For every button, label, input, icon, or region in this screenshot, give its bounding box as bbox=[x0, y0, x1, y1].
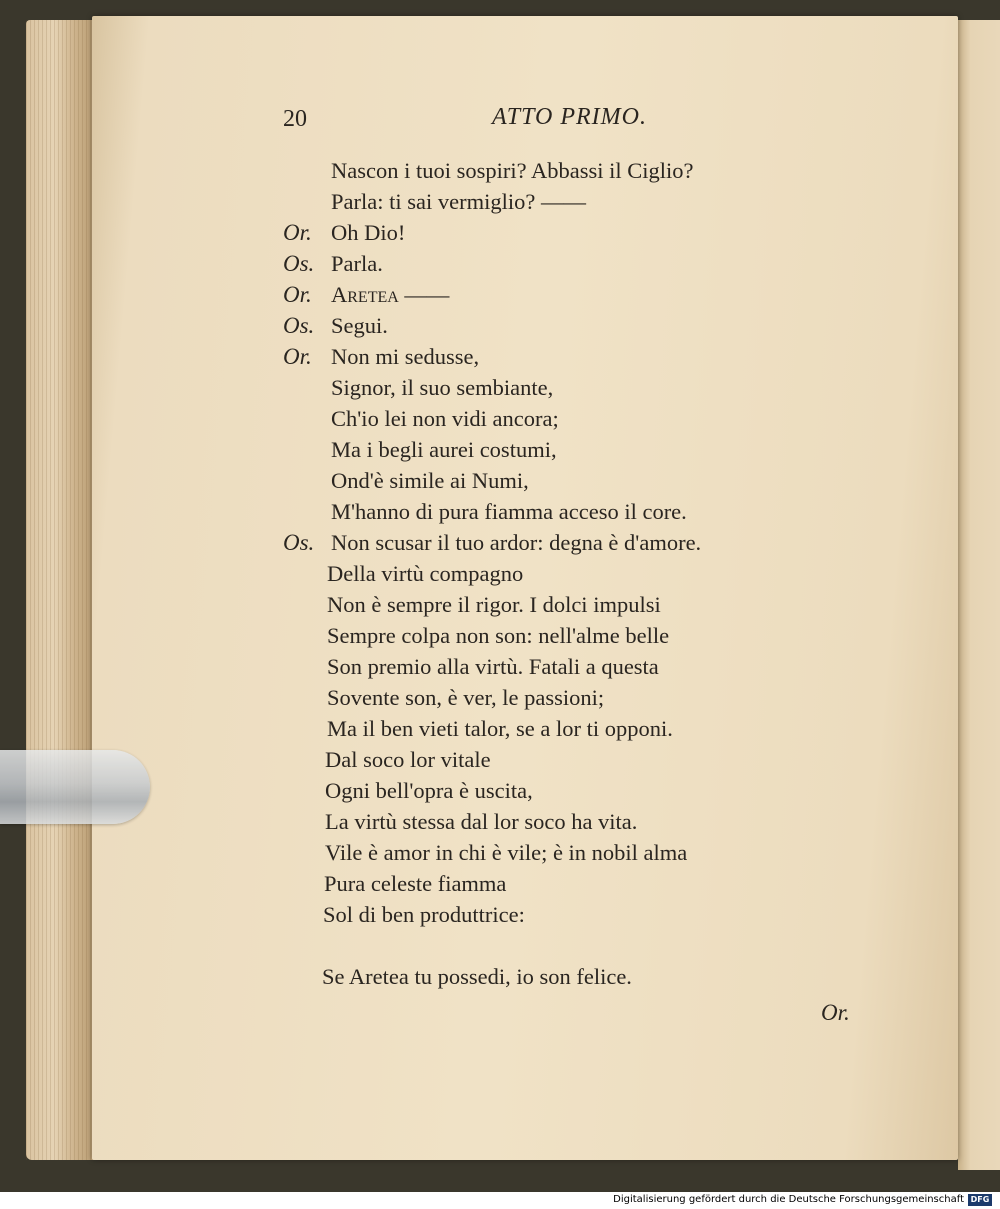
verse-text: Ond'è simile ai Numi, bbox=[331, 468, 529, 493]
verse-text: Ch'io lei non vidi ancora; bbox=[331, 406, 559, 431]
verse-text: Ma i begli aurei costumi, bbox=[331, 437, 557, 462]
bookmark-clip bbox=[0, 750, 150, 824]
verse-text: Pura celeste fiamma bbox=[324, 871, 507, 896]
speaker-label: Or. bbox=[283, 344, 312, 369]
running-head: ATTO PRIMO. bbox=[492, 104, 647, 130]
catchword: Or. bbox=[821, 1000, 850, 1025]
speaker-label: Or. bbox=[283, 220, 312, 245]
verse-text: Sempre colpa non son: nell'alme belle bbox=[327, 623, 670, 648]
speaker-label: Or. bbox=[283, 282, 312, 307]
verse-text: Segui. bbox=[331, 313, 388, 338]
dfg-logo: DFG bbox=[968, 1194, 992, 1206]
verse-text: Signor, il suo sembiante, bbox=[331, 375, 554, 400]
verse-text: Ogni bell'opra è uscita, bbox=[325, 778, 533, 803]
verse-text: Ma il ben vieti talor, se a lor ti opponi. bbox=[327, 716, 673, 741]
page-stack-edge bbox=[26, 20, 96, 1160]
speaker-label: Os. bbox=[283, 313, 315, 338]
next-page-edge bbox=[958, 20, 1000, 1170]
verse-text: Dal soco lor vitale bbox=[325, 747, 491, 772]
verse-text: Son premio alla virtù. Fatali a questa bbox=[327, 654, 659, 679]
verse-text: Nascon i tuoi sospiri? Abbassi il Ciglio? bbox=[331, 158, 694, 183]
verse-text: M'hanno di pura fiamma acceso il core. bbox=[331, 499, 687, 524]
verse-text: Se Aretea tu possedi, io son felice. bbox=[322, 964, 632, 989]
verse-text: Parla. bbox=[331, 251, 383, 276]
verse-text: Aretea —— bbox=[331, 282, 450, 307]
speaker-label: Os. bbox=[283, 251, 315, 276]
verse-text: La virtù stessa dal lor soco ha vita. bbox=[325, 809, 638, 834]
verse-text: Sol di ben produttrice: bbox=[323, 902, 525, 927]
verse-text: Vile è amor in chi è vile; è in nobil alma bbox=[325, 840, 688, 865]
verse-text: Della virtù compagno bbox=[327, 561, 524, 586]
verse-text: Non è sempre il rigor. I dolci impulsi bbox=[327, 592, 661, 617]
verse-text: Non scusar il tuo ardor: degna è d'amore. bbox=[331, 530, 702, 555]
speaker-label: Os. bbox=[283, 530, 315, 555]
verse-text: Sovente son, è ver, le passioni; bbox=[327, 685, 605, 710]
verse-text: Parla: ti sai vermiglio? —— bbox=[331, 189, 586, 214]
verse-text: Non mi sedusse, bbox=[331, 344, 480, 369]
verse-text: Oh Dio! bbox=[331, 220, 406, 245]
digitization-credit: Digitalisierung gefördert durch die Deutsche Forschungsgemeinschaft bbox=[613, 1194, 964, 1205]
page-number: 20 bbox=[283, 106, 307, 132]
